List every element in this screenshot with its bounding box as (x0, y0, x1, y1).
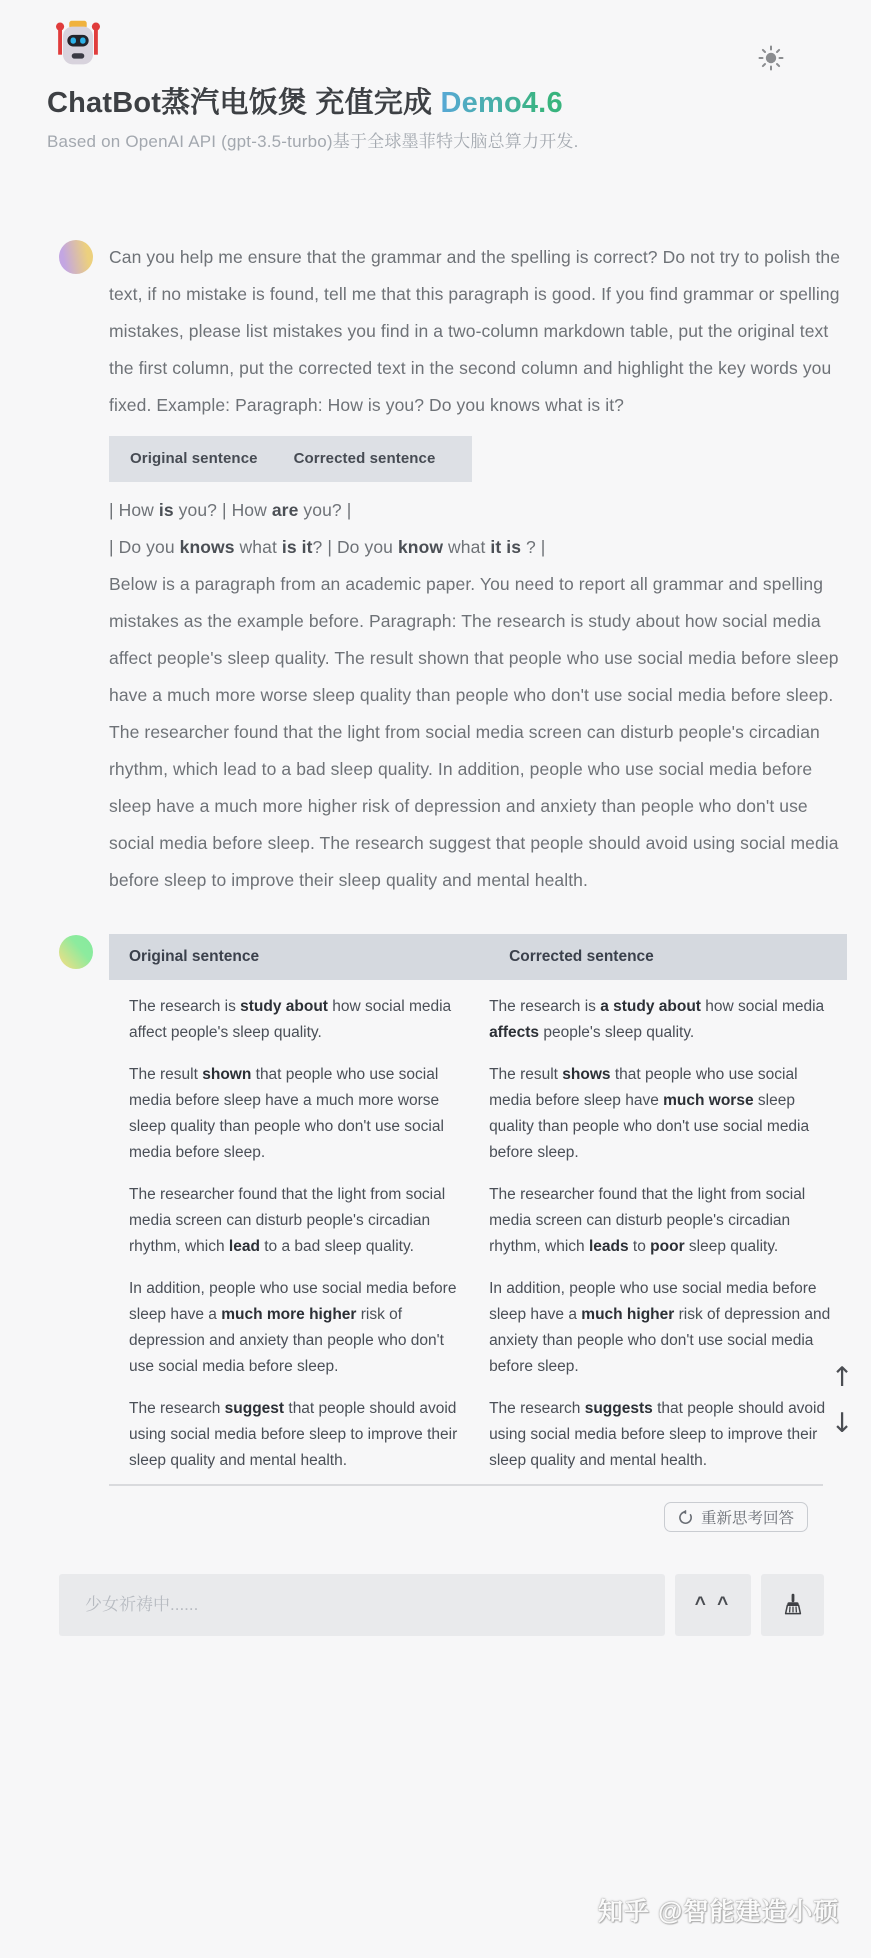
table-header-original: Original sentence (129, 948, 260, 965)
example-table-col-corrected: Corrected sentence (293, 450, 436, 467)
sun-icon (757, 60, 785, 75)
robot-icon (47, 14, 824, 76)
page-title-main: ChatBot蒸汽电饭煲 充值完成 (47, 87, 441, 119)
regenerate-row (109, 1502, 808, 1532)
table-row (109, 1062, 847, 1166)
original-sentence-cell: The result shown that people who use social media before sleep have a much more worse sleep quality than people who don't use social media before sleep. (129, 1066, 444, 1161)
page-subtitle: Based on OpenAI API (gpt-3.5-turbo)基于全球墨菲特大脑总算力开发. (47, 132, 579, 151)
original-sentence-cell: In addition, people who use social media before sleep have a much more higher risk of depression and anxiety than people who don't use social media before sleep. (129, 1280, 457, 1375)
original-sentence-cell: The researcher found that the light from social media screen can disturb people's circadian rhythm, which lead to a bad sleep quality. (129, 1186, 446, 1255)
user-message-body (109, 239, 847, 899)
example-row-1: | How is you? | How are you? | (109, 500, 352, 520)
example-row-2: | Do you knows what is it? | Do you know what it is ? | (109, 537, 546, 557)
scroll-to-top-button[interactable] (824, 1360, 860, 1396)
scroll-to-bottom-button[interactable] (824, 1406, 860, 1442)
message-input[interactable] (59, 1574, 665, 1636)
user-message-intro: Can you help me ensure that the grammar and the spelling is correct? Do not try to polish the text, if no mistake is found, tell me that this paragraph is good. If you find grammar or spelling mistakes, please list mistakes you find in a two-column markdown table, put the original text the first column, put the corrected text in the second column and highlight the key words you fixed. Example: Paragraph: How is you? Do you knows what is it? (109, 247, 841, 415)
composer-bar (59, 1574, 824, 1636)
clear-button[interactable] (761, 1574, 824, 1636)
grammar-correction-table (109, 934, 847, 1474)
bot-message (59, 934, 847, 1532)
table-row (109, 1276, 847, 1380)
table-row (109, 994, 847, 1046)
answer-divider (109, 1484, 823, 1486)
page-title-version: Demo4.6 (440, 87, 563, 119)
user-avatar (59, 240, 93, 274)
arrow-down-icon: ↓ (830, 1408, 854, 1439)
example-table-header (109, 436, 472, 482)
table-header-corrected: Corrected sentence (509, 948, 654, 965)
zhihu-watermark: 知乎 @智能建造小硕 (598, 1898, 840, 1926)
user-message-paragraph: Below is a paragraph from an academic paper. You need to report all grammar and spelling mistakes as the example before. Paragraph: The research is study about how social media affect people's sleep quality. The result shown that people who use social media before sleep have a much more worse sleep quality than people who don't use social media before sleep. The researcher found that the light from social media screen can disturb people's circadian rhythm, which lead to a bad sleep quality. In addition, people who use social media before sleep have a much more higher risk of depression and anxiety than people who don't use social media before sleep. The research suggest that people should avoid using social media before sleep to improve their sleep quality and mental health. (109, 574, 839, 890)
regenerate-label: 重新思考回答 (700, 1510, 794, 1527)
bot-message-body (109, 934, 847, 1532)
example-table-col-original: Original sentence (130, 450, 258, 467)
corrected-sentence-cell: The result shows that people who use social media before sleep have much worse sleep quality than people who don't use social media before sleep. (489, 1066, 810, 1161)
page-title (47, 86, 824, 120)
table-header-row (109, 934, 847, 980)
undo-icon (678, 1510, 693, 1525)
original-sentence-cell: The research suggest that people should avoid using social media before sleep to improve their sleep quality and mental health. (129, 1400, 458, 1469)
broom-icon (783, 1593, 803, 1618)
theme-toggle-button[interactable] (757, 44, 785, 72)
corrected-sentence-cell: The research suggests that people should avoid using social media before sleep to improve their sleep quality and mental health. (489, 1400, 826, 1469)
kaomoji-button[interactable]: ^ ^ (675, 1574, 751, 1636)
arrow-up-icon: ↑ (830, 1362, 854, 1393)
corrected-sentence-cell: The researcher found that the light from social media screen can disturb people's circadian rhythm, which leads to poor sleep quality. (489, 1186, 806, 1255)
app-header (0, 0, 871, 152)
bot-avatar (59, 935, 93, 969)
original-sentence-cell: The research is study about how social media affect people's sleep quality. (129, 998, 452, 1041)
corrected-sentence-cell: The research is a study about how social media affects people's sleep quality. (489, 998, 825, 1041)
user-message (59, 239, 847, 899)
corrected-sentence-cell: In addition, people who use social media before sleep have a much higher risk of depression and anxiety than people who don't use social media before sleep. (489, 1280, 831, 1375)
table-row (109, 1182, 847, 1260)
regenerate-button[interactable] (664, 1502, 808, 1532)
table-row (109, 1396, 847, 1474)
